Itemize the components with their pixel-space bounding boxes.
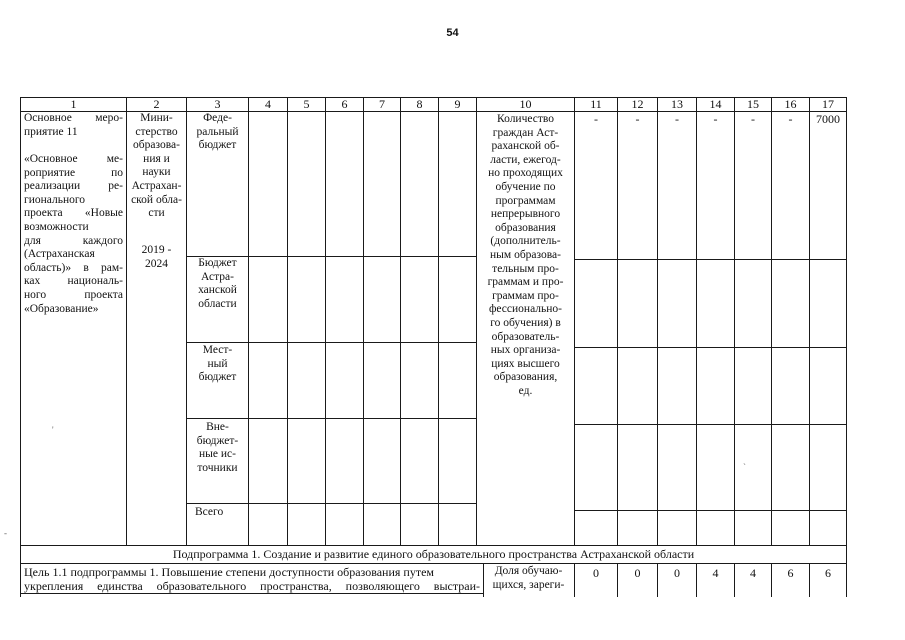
- col-line: [809, 97, 810, 545]
- subprogram-row-bottom: [20, 563, 847, 564]
- scan-speck: `: [743, 462, 746, 472]
- col-line: [248, 97, 249, 545]
- source-extrabudgetary: Вне- бюджет- ные ис- точники: [196, 421, 239, 474]
- indicator-value: 7000: [816, 112, 840, 126]
- indicator-value: -: [713, 112, 718, 126]
- source-total: Всего: [195, 506, 224, 518]
- values-divider: [574, 424, 847, 425]
- col-line: [287, 97, 288, 545]
- subprogram-title: Подпрограмма 1. Создание и развитие единого образовательного пространства Астраханской области: [172, 547, 695, 561]
- activity-title: Основное меро- приятие 11: [24, 112, 123, 138]
- col-line: [325, 97, 326, 545]
- col-line: [771, 97, 772, 545]
- col-line: [734, 97, 735, 545]
- indicator-value: -: [788, 112, 793, 126]
- page-number: 54: [446, 27, 459, 39]
- header-cell: 1: [70, 97, 77, 111]
- table-border-right: [846, 97, 847, 597]
- responsible-executor: Мини- стерство образова- ния и науки Астрахан- ской обла- сти: [131, 112, 182, 220]
- col-line: [438, 97, 439, 545]
- goal-value: 4: [750, 566, 756, 580]
- source-divider: [186, 503, 476, 504]
- table-border-left: [20, 97, 21, 597]
- header-cell: 4: [265, 97, 271, 111]
- header-cell: 13: [671, 97, 683, 111]
- indicator-value: -: [594, 112, 598, 126]
- source-divider: [186, 418, 476, 419]
- header-cell: 3: [214, 97, 221, 111]
- source-local-budget: Мест- ный бюджет: [198, 344, 237, 384]
- col-line: [363, 97, 364, 545]
- header-cell: 2: [153, 97, 160, 111]
- col-line: [696, 97, 697, 545]
- header-cell: 11: [590, 97, 602, 111]
- goal-value: 4: [712, 566, 719, 580]
- header-cell: 16: [784, 97, 797, 111]
- indicator-value: -: [675, 112, 679, 126]
- goal-value: 0: [634, 566, 641, 580]
- header-cell: 12: [631, 97, 644, 111]
- indicator-description: Количество граждан Аст- раханской об- ласти, ежегод- но проходящих обучение по программам непрерывного образования (дополнитель- ным образова- тельным про- граммам и про- граммам про- фессионально- го обучения) в образователь- ных организа- циях высшего образования, ед.: [487, 113, 564, 397]
- header-cell: 5: [303, 97, 310, 111]
- values-divider: [574, 259, 847, 260]
- values-divider: [574, 347, 847, 348]
- source-federal-budget: Феде- ральный бюджет: [196, 112, 239, 152]
- header-cell: 10: [519, 97, 532, 111]
- goal-row-inner-line: [20, 593, 483, 594]
- header-cell: 7: [379, 97, 385, 111]
- header-cell: 14: [709, 97, 722, 111]
- goal-value: 6: [787, 566, 794, 580]
- activity-description: «Основное ме- роприятие по реализации ре- гионального проекта «Новые возможности для каждого (Астраханская область)» в рам- ках националь- ного проекта «Образование»: [24, 153, 123, 315]
- col-line: [400, 97, 401, 545]
- indicator-value: -: [635, 112, 640, 126]
- header-cell: 6: [341, 97, 348, 111]
- header-cell: 8: [416, 97, 423, 111]
- col-line: [657, 97, 658, 545]
- indicator-value: -: [751, 112, 755, 126]
- header-cell: 9: [454, 97, 461, 111]
- scan-speck: -: [4, 528, 7, 538]
- scan-speck: ': [52, 425, 54, 435]
- goal-indicator: Доля обучаю- щихся, зареги-: [492, 565, 565, 591]
- goal-value: 0: [593, 566, 599, 580]
- header-cell: 15: [747, 97, 759, 111]
- implementation-period: 2019 - 2024: [141, 244, 172, 270]
- source-regional-budget: Бюджет Астра- ханской области: [198, 257, 237, 310]
- goal-value: 0: [674, 566, 680, 580]
- goal-description: Цель 1.1 подпрограммы 1. Повышение степени доступности образования путем укрепления единства образовательного пространства, позволяющего выстраи-: [24, 565, 480, 593]
- col-line: [617, 97, 618, 545]
- header-cell: 17: [822, 97, 834, 111]
- goal-value: 6: [825, 566, 831, 580]
- values-divider: [574, 510, 847, 511]
- source-divider: [186, 342, 476, 343]
- main-row-bottom: [20, 545, 847, 546]
